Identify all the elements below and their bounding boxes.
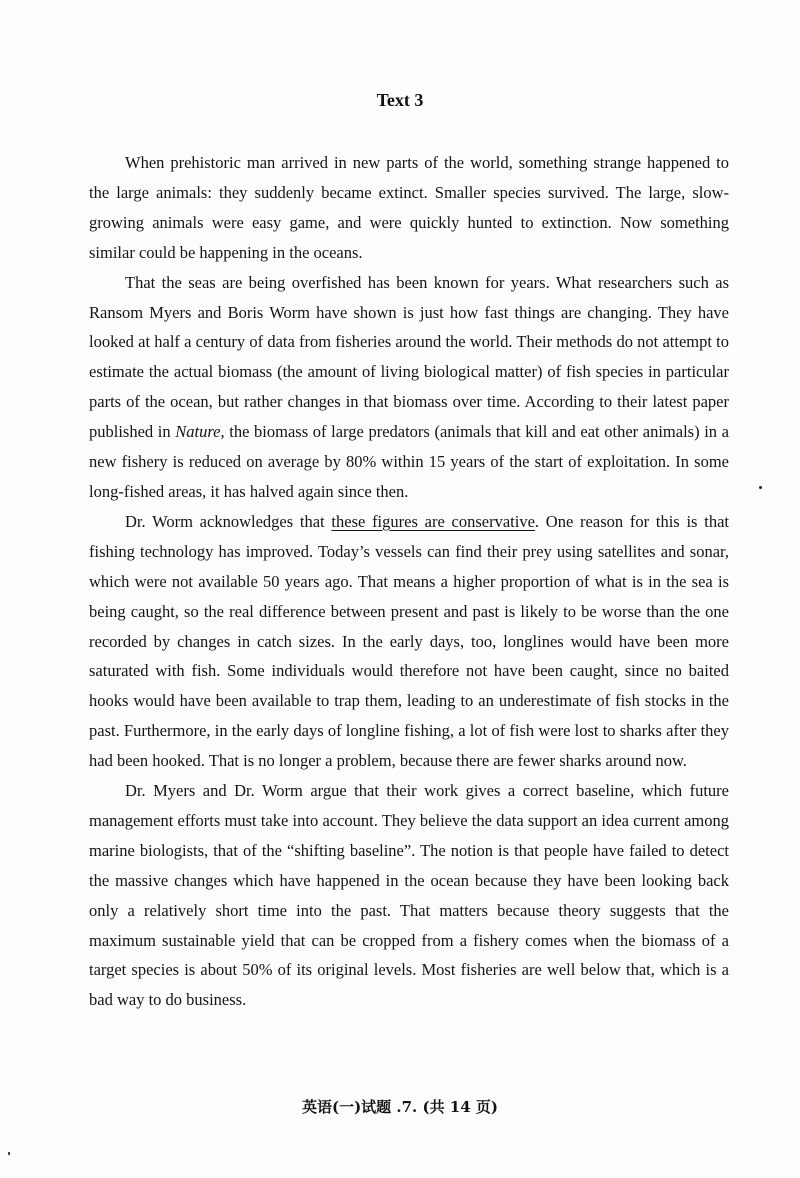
text-title: Text 3 xyxy=(376,90,424,110)
paragraph-2-part-a: That the seas are being overfished has been known for years. What researchers such as Ransom Myers and Boris Worm have shown is just how fast things are changing. They have looked at half a century of data from fisheries around the world. Their methods do not attempt to estimate the actual biomass (the amount of living biological matter) of fish species in particular parts of the ocean, but rather changes in that biomass over time. According to their latest paper published in xyxy=(89,272,729,442)
paragraph-1: When prehistoric man arrived in new parts of the world, something strange happened to the large animals: they suddenly became extinct. Smaller species survived. The large, slow-growing animals were easy game, and were quickly hunted to extinction. Now something similar could be happening in the oceans. xyxy=(89,153,729,262)
paragraph-4: Dr. Myers and Dr. Worm argue that their work gives a correct baseline, which future management efforts must take into account. They believe the data support an idea current among marine biologists, that of the “shifting baseline”. The notion is that people have failed to detect the massive changes which have happened in the ocean because they have been looking back only a relatively short time into the past. That matters because theory suggests that the maximum sustainable yield that can be cropped from a fishery comes when the biomass of a target species is about 50% of its original levels. Most fisheries are well below that, which is a bad way to do business. xyxy=(89,781,729,1010)
underlined-phrase: these figures are conservative xyxy=(331,511,535,531)
scan-speck xyxy=(8,1152,10,1155)
journal-name-italic: Nature xyxy=(175,422,221,442)
page-footer: 英语(一)试题 .7. (共 14 页) xyxy=(301,1098,499,1116)
paragraph-3 xyxy=(89,507,729,776)
paragraph-2 xyxy=(89,268,729,507)
margin-dot xyxy=(759,486,762,489)
paragraph-3-part-a: Dr. Worm acknowledges that xyxy=(125,511,332,531)
paragraph-3-part-b: . One reason for this is that fishing technology has improved. Today’s vessels can find their prey using satellites and sonar, which were not available 50 years ago. That means a higher proportion of what is in the sea is being caught, so the real difference between present and past is likely to be worse than the one recorded by changes in catch sizes. In the early days, too, longlines would have been more saturated with fish. Some individuals would therefore not have been caught, since no baited hooks would have been available to trap them, leading to an underestimate of fish stocks in the past. Furthermore, in the early days of longline fishing, a lot of fish were lost to sharks after they had been hooked. That is no longer a problem, because there are fewer sharks around now. xyxy=(89,511,729,771)
passage-body xyxy=(89,148,729,1015)
paragraph-2-part-b: , the biomass of large predators (animals that kill and eat other animals) in a new fishery is reduced on average by 80% within 15 years of the start of exploitation. In some long-fished areas, it has halved again since then. xyxy=(89,422,730,501)
